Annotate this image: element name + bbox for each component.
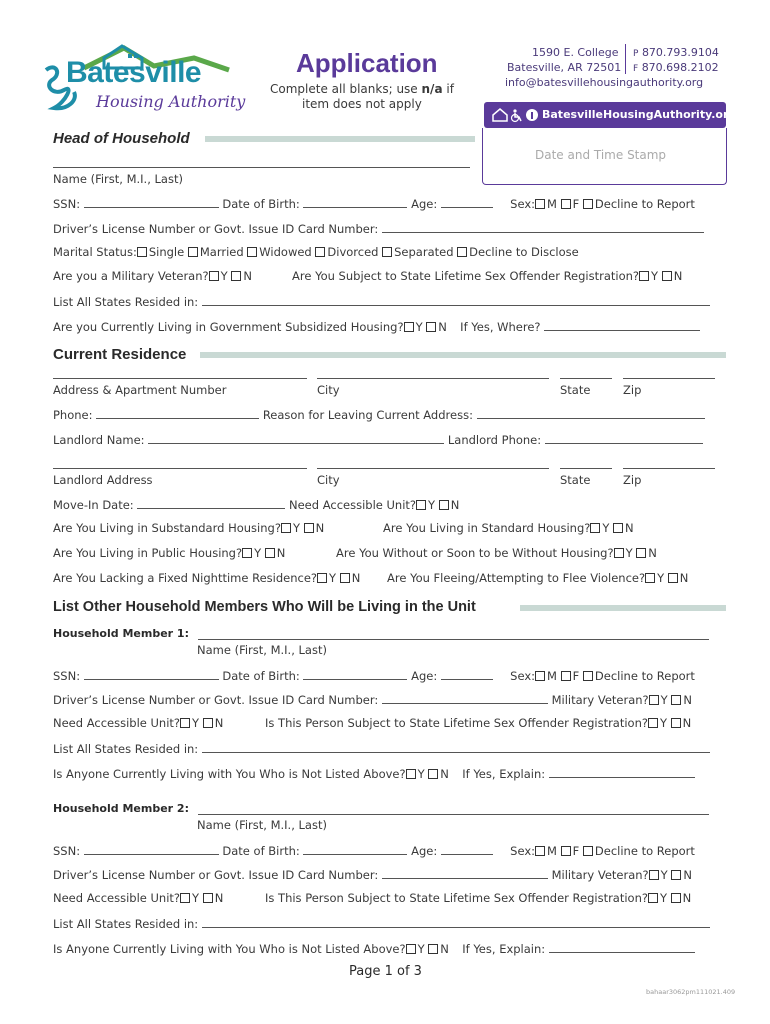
ssn-label: SSN: xyxy=(53,197,81,211)
veteran-y-label: Y xyxy=(220,269,228,283)
row-sex-offender xyxy=(292,269,682,283)
age-label: Age: xyxy=(411,197,438,211)
member-1-dob-field[interactable] xyxy=(303,668,407,680)
member-2-offender-n-label: N xyxy=(682,891,692,905)
fax-prefix: F xyxy=(633,64,639,74)
standard-label: Are You Living in Standard Housing? xyxy=(383,521,591,535)
fleeing-label: Are You Fleeing/Attempting to Flee Violence? xyxy=(387,571,646,585)
member-1-offender-n-label: N xyxy=(682,716,692,730)
member-2-accessible-n-checkbox[interactable] xyxy=(203,893,213,903)
member-1-sex-m-label: M xyxy=(547,669,557,683)
address-line1: 1590 E. College xyxy=(532,46,619,59)
without-y-checkbox[interactable] xyxy=(614,548,624,558)
website-banner[interactable] xyxy=(484,102,737,128)
phone-field[interactable] xyxy=(96,407,259,419)
member-1-explain-field[interactable] xyxy=(549,766,695,778)
substandard-y-checkbox[interactable] xyxy=(281,523,291,533)
member-2-dl-field[interactable] xyxy=(382,867,548,879)
logo-subtitle: Housing Authority xyxy=(96,92,246,111)
substandard-label: Are You Living in Substandard Housing? xyxy=(53,521,281,535)
member-1-not-listed-y-checkbox[interactable] xyxy=(406,769,416,779)
member-1-sex-decline-label: Decline to Report xyxy=(594,669,695,683)
veteran-label: Are you a Military Veteran? xyxy=(53,269,209,283)
member-1-dl-label: Driver’s License Number or Govt. Issue ID Card Number: xyxy=(53,693,379,707)
member-1-row-dl xyxy=(53,692,692,707)
member-2-name-label: Name (First, M.I., Last) xyxy=(197,818,327,832)
widowed-checkbox[interactable] xyxy=(247,247,257,257)
member-2-dob-label: Date of Birth: xyxy=(222,844,300,858)
member-2-not-listed-n-label: N xyxy=(440,942,449,956)
member-2-not-listed-label: Is Anyone Currently Living with You Who is Not Listed Above? xyxy=(53,942,406,956)
member-1-sex-m-checkbox[interactable] xyxy=(535,671,545,681)
member-1-offender-y-checkbox[interactable] xyxy=(648,718,658,728)
fleeing-y-checkbox[interactable] xyxy=(645,573,655,583)
without-y-label: Y xyxy=(625,546,633,560)
member-1-name-field[interactable] xyxy=(198,639,709,640)
state-field[interactable] xyxy=(560,378,612,379)
member-1-age-field[interactable] xyxy=(441,668,493,680)
member-2-dob-field[interactable] xyxy=(303,843,407,855)
single-label: Single xyxy=(148,245,185,259)
member-2-offender-n-checkbox[interactable] xyxy=(671,893,681,903)
member-1-accessible-n-checkbox[interactable] xyxy=(203,718,213,728)
section-household-members: List Other Household Members Who Will be Living in the Unit xyxy=(53,599,476,615)
member-1-row-ssn xyxy=(53,668,695,683)
row-fleeing xyxy=(387,571,688,585)
fax-number: 870.698.2102 xyxy=(641,61,719,74)
married-label: Married xyxy=(199,245,244,259)
member-2-row-accessible xyxy=(53,891,223,905)
member-1-military-y-checkbox[interactable] xyxy=(649,695,659,705)
sex-offender-n-checkbox[interactable] xyxy=(662,271,672,281)
city-label: City xyxy=(317,383,340,397)
member-2-offender-y-checkbox[interactable] xyxy=(648,893,658,903)
row-move-in xyxy=(53,497,459,512)
member-1-not-listed-label: Is Anyone Currently Living with You Who is Not Listed Above? xyxy=(53,767,406,781)
member-1-sex-decline-checkbox[interactable] xyxy=(583,671,593,681)
subsidized-n-label: N xyxy=(438,320,447,334)
phone-prefix: P xyxy=(633,49,639,59)
member-1-offender-n-checkbox[interactable] xyxy=(671,718,681,728)
landlord-phone-label: Landlord Phone: xyxy=(447,433,542,447)
member-1-explain-label: If Yes, Explain: xyxy=(462,767,546,781)
member-1-accessible-label: Need Accessible Unit? xyxy=(53,716,181,730)
instruction-bold: n/a xyxy=(421,82,443,96)
member-2-not-listed-n-checkbox[interactable] xyxy=(428,944,438,954)
member-1-military-y-label: Y xyxy=(660,693,668,707)
landlord-state-field[interactable] xyxy=(560,468,612,469)
member-1-states-label: List All States Resided in: xyxy=(53,742,199,756)
member-1-offender-y-label: Y xyxy=(659,716,668,730)
subsidized-n-checkbox[interactable] xyxy=(426,322,436,332)
member-2-military-y-label: Y xyxy=(660,868,668,882)
member-2-ssn-label: SSN: xyxy=(53,844,81,858)
member-1-name-label: Name (First, M.I., Last) xyxy=(197,643,327,657)
zip-field[interactable] xyxy=(623,378,715,379)
landlord-zip-label: Zip xyxy=(623,473,642,487)
sex-offender-label: Are You Subject to State Lifetime Sex Offender Registration? xyxy=(292,269,640,283)
sex-f-label: F xyxy=(572,197,580,211)
page-title: Application xyxy=(296,48,438,78)
without-n-label: N xyxy=(648,546,657,560)
member-1-row-states xyxy=(53,741,710,756)
public-y-label: Y xyxy=(254,546,262,560)
decline-disclose-checkbox[interactable] xyxy=(457,247,467,257)
substandard-y-label: Y xyxy=(292,521,300,535)
section-current-residence: Current Residence xyxy=(53,346,187,363)
veteran-n-checkbox[interactable] xyxy=(231,271,241,281)
member-2-dl-label: Driver’s License Number or Govt. Issue ID Card Number: xyxy=(53,868,379,882)
if-yes-where-label: If Yes, Where? xyxy=(460,320,541,334)
member-1-label: Household Member 1: xyxy=(53,627,189,640)
standard-y-label: Y xyxy=(602,521,610,535)
marital-label: Marital Status: xyxy=(53,245,137,259)
accessible-n-label: N xyxy=(450,498,460,512)
member-1-ssn-field[interactable] xyxy=(84,668,219,680)
divorced-label: Divorced xyxy=(327,245,379,259)
dl-label: Driver’s License Number or Govt. Issue ID Card Number: xyxy=(53,222,379,236)
public-n-label: N xyxy=(276,546,286,560)
standard-y-checkbox[interactable] xyxy=(590,523,600,533)
landlord-city-field[interactable] xyxy=(317,468,549,469)
reason-label: Reason for Leaving Current Address: xyxy=(262,408,473,422)
member-2-sex-decline-label: Decline to Report xyxy=(594,844,695,858)
accessible-n-checkbox[interactable] xyxy=(439,500,449,510)
dob-field[interactable] xyxy=(303,196,407,208)
nighttime-n-checkbox[interactable] xyxy=(340,573,350,583)
if-yes-where-field[interactable] xyxy=(544,319,700,331)
member-1-not-listed-n-label: N xyxy=(440,767,449,781)
member-1-row-accessible xyxy=(53,716,223,730)
married-checkbox[interactable] xyxy=(188,247,198,257)
name-label: Name (First, M.I., Last) xyxy=(53,172,183,186)
sex-offender-y-label: Y xyxy=(651,269,659,283)
date-time-stamp-box[interactable] xyxy=(482,128,727,185)
member-2-row-dl xyxy=(53,867,692,882)
section-bar xyxy=(520,605,726,611)
landlord-address-field[interactable] xyxy=(53,468,307,469)
member-2-sex-decline-checkbox[interactable] xyxy=(583,846,593,856)
member-1-not-listed-n-checkbox[interactable] xyxy=(428,769,438,779)
member-2-row-offender xyxy=(265,891,691,905)
member-2-states-field[interactable] xyxy=(202,916,710,928)
address-field[interactable] xyxy=(53,378,307,379)
member-1-military-label: Military Veteran? xyxy=(551,693,649,707)
member-2-explain-label: If Yes, Explain: xyxy=(462,942,546,956)
row-without xyxy=(336,546,657,560)
fleeing-n-label: N xyxy=(679,571,689,585)
landlord-city-label: City xyxy=(317,473,340,487)
member-1-not-listed-y-label: Y xyxy=(417,767,425,781)
landlord-address-label: Landlord Address xyxy=(53,473,153,487)
substandard-n-checkbox[interactable] xyxy=(304,523,314,533)
member-2-sex-f-label: F xyxy=(572,844,580,858)
ssn-field[interactable] xyxy=(84,196,219,208)
public-label: Are You Living in Public Housing? xyxy=(53,546,243,560)
member-2-ssn-field[interactable] xyxy=(84,843,219,855)
row-phone xyxy=(53,407,705,422)
widowed-label: Widowed xyxy=(259,245,312,259)
section-bar xyxy=(200,352,726,358)
separated-checkbox[interactable] xyxy=(382,247,392,257)
sex-m-checkbox[interactable] xyxy=(535,199,545,209)
landlord-zip-field[interactable] xyxy=(623,468,715,469)
instruction-text-end: if xyxy=(442,82,454,96)
address-line2: Batesville, AR 72501 xyxy=(507,61,622,74)
member-2-row-states xyxy=(53,916,710,931)
phone-number: 870.793.9104 xyxy=(641,46,719,59)
member-1-military-n-checkbox[interactable] xyxy=(671,695,681,705)
instructions xyxy=(270,82,454,96)
member-2-military-n-label: N xyxy=(683,868,692,882)
member-1-ssn-label: SSN: xyxy=(53,669,81,683)
member-1-accessible-n-label: N xyxy=(214,716,224,730)
veteran-y-checkbox[interactable] xyxy=(209,271,219,281)
member-1-accessible-y-checkbox[interactable] xyxy=(180,718,190,728)
row-subsidized xyxy=(53,319,700,334)
standard-n-checkbox[interactable] xyxy=(613,523,623,533)
row-veteran xyxy=(53,269,252,283)
sex-decline-label: Decline to Report xyxy=(594,197,695,211)
dl-field[interactable] xyxy=(382,221,704,233)
sex-offender-n-label: N xyxy=(673,269,683,283)
member-2-states-label: List All States Resided in: xyxy=(53,917,199,931)
address-label: Address & Apartment Number xyxy=(53,383,227,397)
row-standard xyxy=(383,521,634,535)
page-number: Page 1 of 3 xyxy=(349,964,422,979)
row-landlord xyxy=(53,432,703,447)
reason-field[interactable] xyxy=(477,407,705,419)
member-1-states-field[interactable] xyxy=(202,741,710,753)
without-label: Are You Without or Soon to be Without Housing? xyxy=(336,546,614,560)
logo-name: Batesville xyxy=(66,56,202,89)
instructions-line2: item does not apply xyxy=(302,97,422,111)
member-1-row-not-listed xyxy=(53,766,695,781)
separated-label: Separated xyxy=(394,245,454,259)
member-2-accessible-label: Need Accessible Unit? xyxy=(53,891,181,905)
member-2-military-label: Military Veteran? xyxy=(551,868,649,882)
accessible-y-label: Y xyxy=(428,498,436,512)
sex-label: Sex: xyxy=(510,197,536,211)
member-2-military-y-checkbox[interactable] xyxy=(649,870,659,880)
member-2-accessible-y-label: Y xyxy=(192,891,200,905)
member-1-sex-label: Sex: xyxy=(510,669,536,683)
instruction-text: Complete all blanks; use xyxy=(270,82,422,96)
fleeing-y-label: Y xyxy=(657,571,665,585)
substandard-n-label: N xyxy=(315,521,325,535)
nighttime-label: Are You Lacking a Fixed Nighttime Residence? xyxy=(53,571,318,585)
zip-label: Zip xyxy=(623,383,642,397)
sex-offender-y-checkbox[interactable] xyxy=(639,271,649,281)
move-in-field[interactable] xyxy=(137,497,285,509)
subsidized-y-label: Y xyxy=(415,320,423,334)
member-2-name-field[interactable] xyxy=(198,814,709,815)
member-2-not-listed-y-label: Y xyxy=(417,942,425,956)
member-1-offender-label: Is This Person Subject to State Lifetime Sex Offender Registration? xyxy=(265,716,648,730)
section-head-of-household: Head of Household xyxy=(53,130,190,147)
member-1-row-offender xyxy=(265,716,691,730)
member-1-dl-field[interactable] xyxy=(382,692,548,704)
member-1-dob-label: Date of Birth: xyxy=(222,669,300,683)
member-1-military-n-label: N xyxy=(683,693,692,707)
sex-f-checkbox[interactable] xyxy=(561,199,571,209)
equal-housing-icon xyxy=(492,107,542,123)
nighttime-y-label: Y xyxy=(329,571,337,585)
member-2-offender-label: Is This Person Subject to State Lifetime Sex Offender Registration? xyxy=(265,891,648,905)
fax-line xyxy=(633,61,719,74)
states-field[interactable] xyxy=(202,294,710,306)
sex-m-label: M xyxy=(547,197,557,211)
member-1-accessible-y-label: Y xyxy=(192,716,200,730)
landlord-name-field[interactable] xyxy=(148,432,444,444)
member-2-military-n-checkbox[interactable] xyxy=(671,870,681,880)
member-2-row-not-listed xyxy=(53,941,695,956)
public-n-checkbox[interactable] xyxy=(265,548,275,558)
row-dl xyxy=(53,221,704,236)
member-2-accessible-n-label: N xyxy=(214,891,224,905)
accessible-y-checkbox[interactable] xyxy=(416,500,426,510)
form-code: bahaar3062pm111021.409 xyxy=(646,988,736,996)
phone-line xyxy=(633,46,719,59)
sex-decline-checkbox[interactable] xyxy=(583,199,593,209)
divorced-checkbox[interactable] xyxy=(315,247,325,257)
accessible-label: Need Accessible Unit? xyxy=(289,498,417,512)
public-y-checkbox[interactable] xyxy=(242,548,252,558)
city-field[interactable] xyxy=(317,378,549,379)
member-2-sex-m-checkbox[interactable] xyxy=(535,846,545,856)
contact-divider xyxy=(625,44,626,74)
member-2-label: Household Member 2: xyxy=(53,802,189,815)
member-2-explain-field[interactable] xyxy=(549,941,695,953)
row-ssn xyxy=(53,196,695,211)
subsidized-y-checkbox[interactable] xyxy=(404,322,414,332)
row-states xyxy=(53,294,710,309)
member-2-accessible-y-checkbox[interactable] xyxy=(180,893,190,903)
nighttime-n-label: N xyxy=(351,571,361,585)
phone-label: Phone: xyxy=(53,408,93,422)
without-n-checkbox[interactable] xyxy=(636,548,646,558)
member-2-not-listed-y-checkbox[interactable] xyxy=(406,944,416,954)
decline-disclose-label: Decline to Disclose xyxy=(469,245,579,259)
member-2-row-ssn xyxy=(53,843,695,858)
member-2-sex-m-label: M xyxy=(547,844,557,858)
row-nighttime xyxy=(53,571,360,585)
row-marital xyxy=(53,245,579,259)
row-substandard xyxy=(53,521,324,535)
nighttime-y-checkbox[interactable] xyxy=(317,573,327,583)
member-1-age-label: Age: xyxy=(411,669,438,683)
state-label: State xyxy=(560,383,591,397)
date-time-stamp-label: Date and Time Stamp xyxy=(535,148,667,162)
member-2-offender-y-label: Y xyxy=(659,891,668,905)
member-2-age-label: Age: xyxy=(411,844,438,858)
states-label: List All States Resided in: xyxy=(53,295,199,309)
section-bar xyxy=(205,136,475,142)
subsidized-label: Are you Currently Living in Government Subsidized Housing? xyxy=(53,320,404,334)
landlord-state-label: State xyxy=(560,473,591,487)
landlord-name-label: Landlord Name: xyxy=(53,433,145,447)
email-link[interactable]: info@batesvillehousingauthority.org xyxy=(505,76,704,89)
member-2-age-field[interactable] xyxy=(441,843,493,855)
row-public xyxy=(53,546,285,560)
standard-n-label: N xyxy=(625,521,634,535)
move-in-label: Move-In Date: xyxy=(53,498,134,512)
landlord-phone-field[interactable] xyxy=(545,432,703,444)
member-1-sex-f-checkbox[interactable] xyxy=(561,671,571,681)
single-checkbox[interactable] xyxy=(137,247,147,257)
member-1-sex-f-label: F xyxy=(572,669,580,683)
veteran-n-label: N xyxy=(243,269,252,283)
member-2-sex-f-checkbox[interactable] xyxy=(561,846,571,856)
age-field[interactable] xyxy=(441,196,493,208)
website-text: BatesvilleHousingAuthority.org xyxy=(542,108,737,121)
logo xyxy=(44,40,246,120)
dob-label: Date of Birth: xyxy=(222,197,300,211)
name-field[interactable] xyxy=(53,167,470,168)
fleeing-n-checkbox[interactable] xyxy=(668,573,678,583)
member-2-sex-label: Sex: xyxy=(510,844,536,858)
